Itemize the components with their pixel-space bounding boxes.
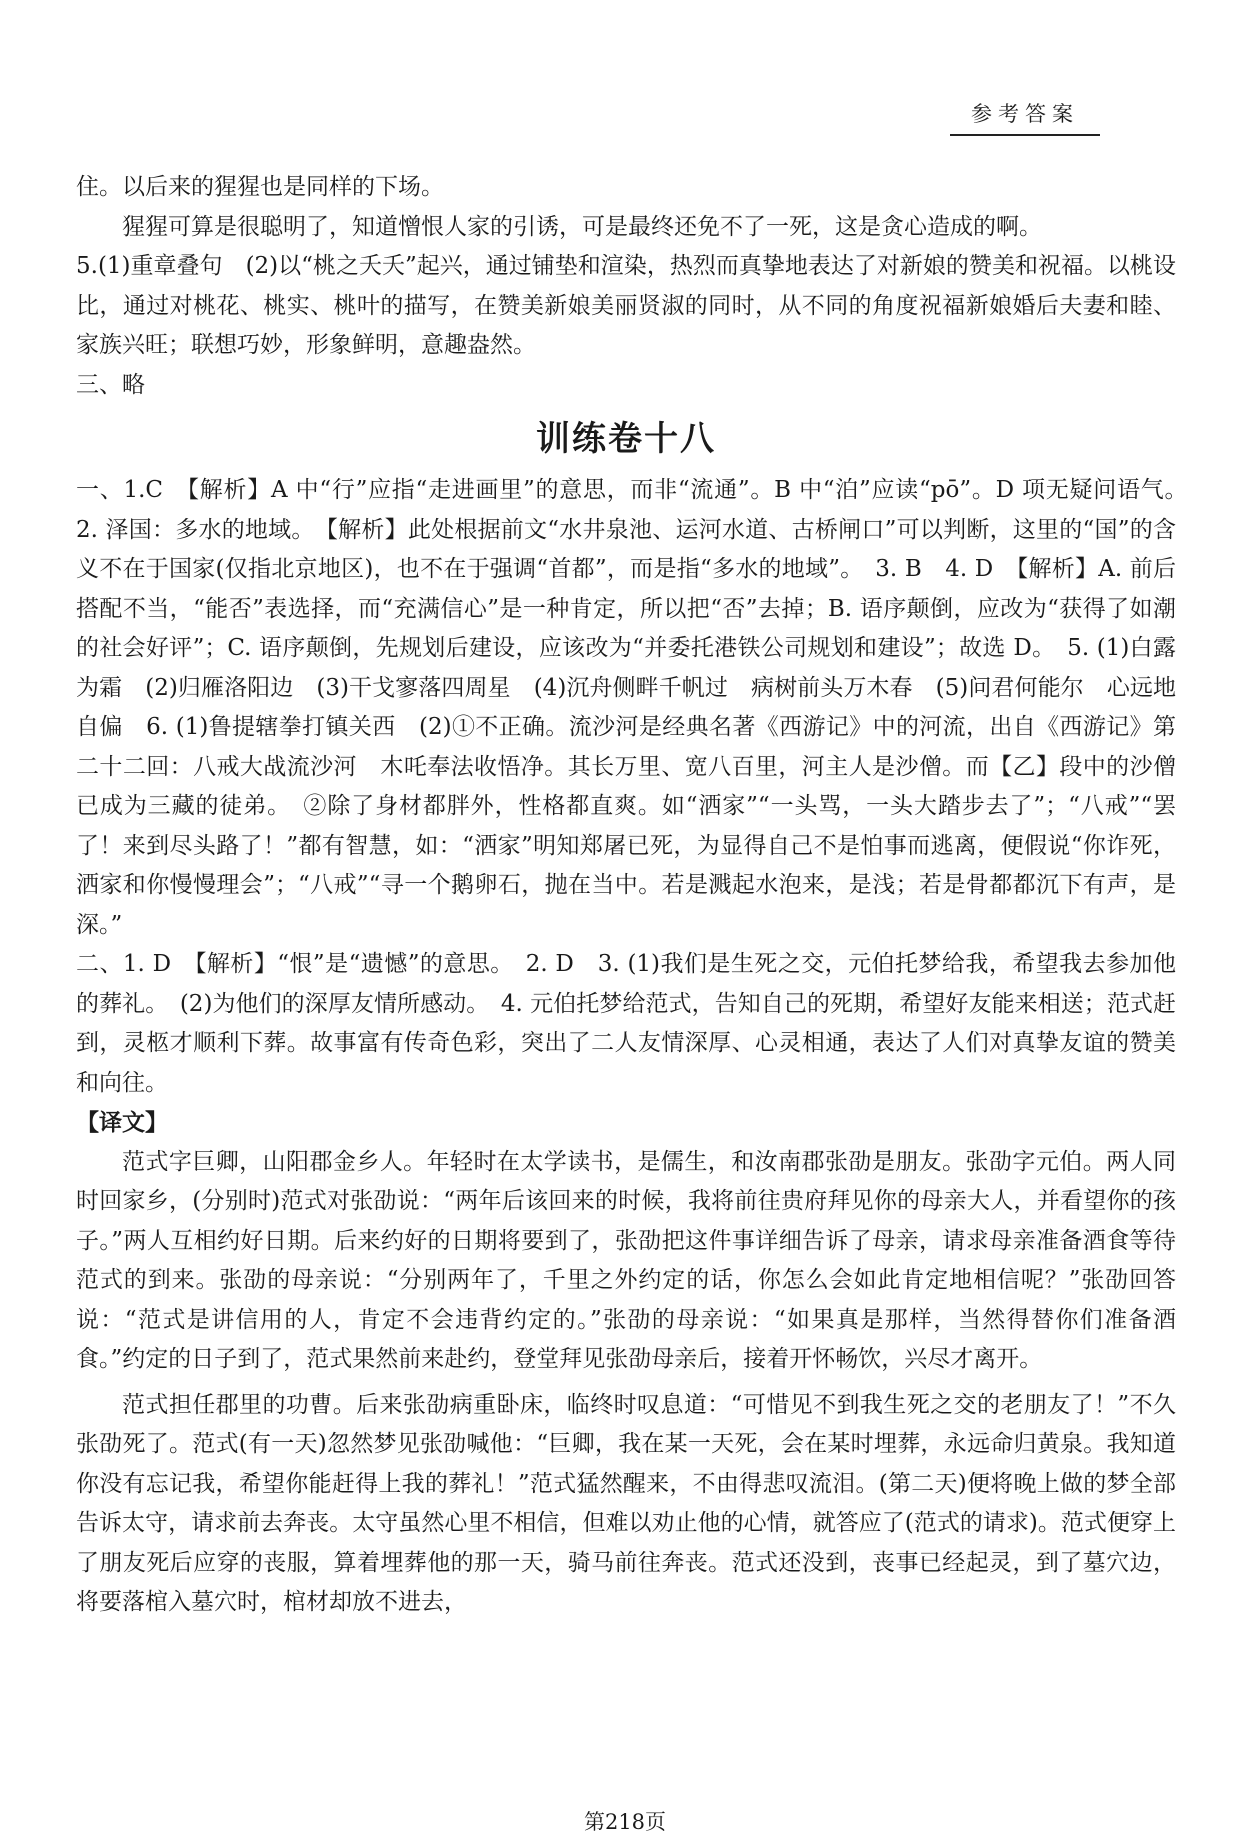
translation-heading: 【译文】 [76, 1109, 168, 1136]
page-content [76, 168, 1199, 1623]
paragraph-summary: 猩猩可算是很聪明了，知道憎恨人家的引诱，可是最终还免不了一死，这是贪心造成的啊。 [122, 213, 1042, 240]
answer-section-1: 一、1.C 【解析】A 中“行”应指“走进画里”的意思，而非“流通”。B 中“泊”应读“pō”。D 项无疑问语气。 2. 泽国：多水的地域。 【解析】此处根据前文“水井泉池、运河水道、古桥闸口”可以判断，这里的“国”的含义不在于国家(仅指北京地区)，也不在于强调“首都”，而是指“多水的地域”。 3. B 4. D 【解析】A. 前后搭配不当，“能否”表选择，而“充满信心”是一种肯定，所以把“否”去掉；B. 语序颠倒，应改为“获得了如潮的社会好评”；C. 语序颠倒，先规划后建设，应该改为“并委托港铁公司规划和建设”；故选 D。 5. (1)白露为霜 (2)归雁洛阳边 (3)干戈寥落四周星 (4)沉舟侧畔千帆过 病树前头万木春 (5)问君何能尔 心远地自偏 6. (1)鲁提辖拳打镇关西 (2)①不正确。流沙河是经典名著《西游记》中的河流，出自《西游记》第二十二回：八戒大战流沙河 木吒奉法收悟净。其长万里、宽八百里，河主人是沙僧。而【乙】段中的沙僧已成为三藏的徒弟。 ②除了身材都胖外，性格都直爽。如“洒家”“一头骂，一头大踏步去了”；“八戒”“罢了！来到尽头路了！”都有智慧，如：“洒家”明知郑屠已死，为显得自己不是怕事而逃离，便假说“你诈死，洒家和你慢慢理会”；“八戒”“寻一个鹅卵石，抛在当中。若是溅起水泡来，是浅；若是骨都都沉下有声，是深。” [76, 477, 1199, 938]
page-number: 第218页 [583, 1810, 667, 1834]
paragraph-continuation: 住。以后来的猩猩也是同样的下场。 [76, 174, 444, 200]
answer-section-2: 二、1. D 【解析】“恨”是“遗憾”的意思。 2. D 3. (1)我们是生死之交，元伯托梦给我，希望我去参加他的葬礼。 (2)为他们的深厚友情所感动。 4. 元伯托梦给范式，告知自己的死期，希望好友能来相送；范式赶到，灵柩才顺利下葬。故事富有传奇色彩，突出了二人友情深厚、心灵相通，表达了人们对真挚友谊的赞美和向往。 [76, 951, 1176, 1096]
translation-paragraph-1: 范式字巨卿，山阳郡金乡人。年轻时在太学读书，是儒生，和汝南郡张劭是朋友。张劭字元伯。两人同时回家乡，(分别时)范式对张劭说：“两年后该回来的时候，我将前往贵府拜见你的母亲大人，并看望你的孩子。”两人互相约好日期。后来约好的日期将要到了，张劭把这件事详细告诉了母亲，请求母亲准备酒食等待范式的到来。张劭的母亲说：“分别两年了，千里之外约定的话，你怎么会如此肯定地相信呢？”张劭回答说：“范式是讲信用的人，肯定不会违背约定的。”张劭的母亲说：“如果真是那样，当然得替你们准备酒食。”约定的日子到了，范式果然前来赴约，登堂拜见张劭母亲后，接着开怀畅饮，兴尽才离开。 [76, 1148, 1176, 1372]
translation-paragraph-2: 范式担任郡里的功曹。后来张劭病重卧床，临终时叹息道：“可惜见不到我生死之交的老朋友了！”不久张劭死了。范式(有一天)忽然梦见张劭喊他：“巨卿，我在某一天死，会在某时埋葬，永远命归黄泉。我知道你没有忘记我，希望你能赶得上我的葬礼！”范式猛然醒来，不由得悲叹流泪。(第二天)便将晚上做的梦全部告诉太守，请求前去奔丧。太守虽然心里不相信，但难以劝止他的心情，就答应了(范式的请求)。范式便穿上了朋友死后应穿的丧服，算着埋葬他的那一天，骑马前往奔丧。范式还没到，丧事已经起灵，到了墓穴边，将要落棺入墓穴时，棺材却放不进去， [76, 1391, 1176, 1615]
answer-item-5: 5.(1)重章叠句 (2)以“桃之夭夭”起兴，通过铺垫和渲染，热烈而真挚地表达了对新娘的赞美和祝福。以桃设比，通过对桃花、桃实、桃叶的描写，在赞美新娘美丽贤淑的同时，从不同的角度祝福新娘婚后夫妻和睦、家族兴旺；联想巧妙，形象鲜明，意趣盎然。 [76, 253, 1176, 358]
section-title: 训练卷十八 [536, 419, 716, 459]
page-header: 参考答案 [950, 98, 1100, 136]
answer-section-3: 三、略 [76, 371, 145, 398]
